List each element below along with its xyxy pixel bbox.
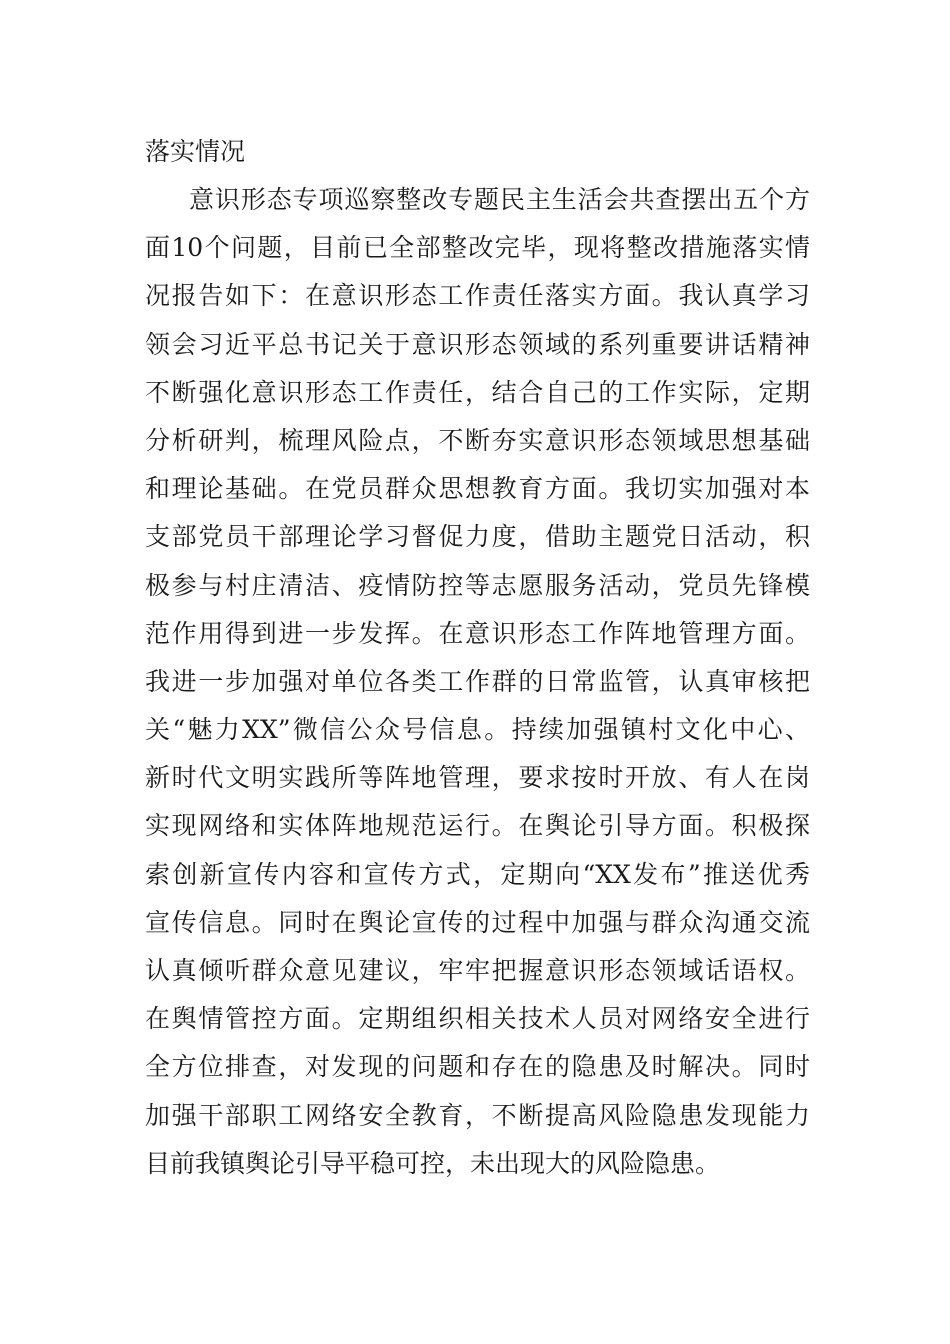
paragraph-line: 和理论基础。在党员群众思想教育方面。我切实加强对本 <box>145 474 810 504</box>
paragraph-line: 认真倾听群众意见建议，牢牢把握意识形态领域话语权。 <box>145 956 810 985</box>
paragraph-line: 意识形态专项巡察整改专题民主生活会共查摆出五个方 <box>189 185 810 214</box>
paragraph-line: 实现网络和实体阵地规范运行。在舆论引导方面。积极探 <box>145 811 810 841</box>
paragraph-line: 领会习近平总书记关于意识形态领域的系列重要讲话精神 <box>145 329 810 359</box>
document-body <box>145 128 810 1188</box>
section-heading: 落实情况 <box>145 137 246 166</box>
paragraph-line: 宣传信息。同时在舆论宣传的过程中加强与群众沟通交流 <box>145 907 810 937</box>
paragraph-line: 索创新宣传内容和宣传方式，定期向“XX发布”推送优秀 <box>145 859 810 889</box>
paragraph-line: 不断强化意识形态工作责任，结合自己的工作实际，定期 <box>145 377 810 407</box>
paragraph-line: 在舆情管控方面。定期组织相关技术人员对网络安全进行 <box>145 1004 810 1034</box>
paragraph-line: 况报告如下：在意识形态工作责任落实方面。我认真学习 <box>145 281 810 311</box>
paragraph-line: 支部党员干部理论学习督促力度，借助主题党日活动，积 <box>145 522 810 552</box>
paragraph-line: 关“魅力XX”微信公众号信息。持续加强镇村文化中心、 <box>145 715 810 745</box>
paragraph-line: 我进一步加强对单位各类工作群的日常监管，认真审核把 <box>145 666 810 696</box>
paragraph-line: 极参与村庄清洁、疫情防控等志愿服务活动，党员先锋模 <box>145 570 810 600</box>
paragraph-line: 新时代文明实践所等阵地管理，要求按时开放、有人在岗 <box>145 763 810 793</box>
paragraph-line: 范作用得到进一步发挥。在意识形态工作阵地管理方面。 <box>145 618 810 648</box>
paragraph-line: 面10个问题，目前已全部整改完毕，现将整改措施落实情 <box>145 233 810 263</box>
paragraph-line: 加强干部职工网络安全教育，不断提高风险隐患发现能力 <box>145 1100 810 1130</box>
paragraph-line: 全方位排查，对发现的问题和存在的隐患及时解决。同时 <box>145 1052 810 1082</box>
paragraph-line: 分析研判，梳理风险点，不断夯实意识形态领域思想基础 <box>145 425 810 455</box>
paragraph-line: 目前我镇舆论引导平稳可控，未出现大的风险隐患。 <box>145 1148 721 1178</box>
